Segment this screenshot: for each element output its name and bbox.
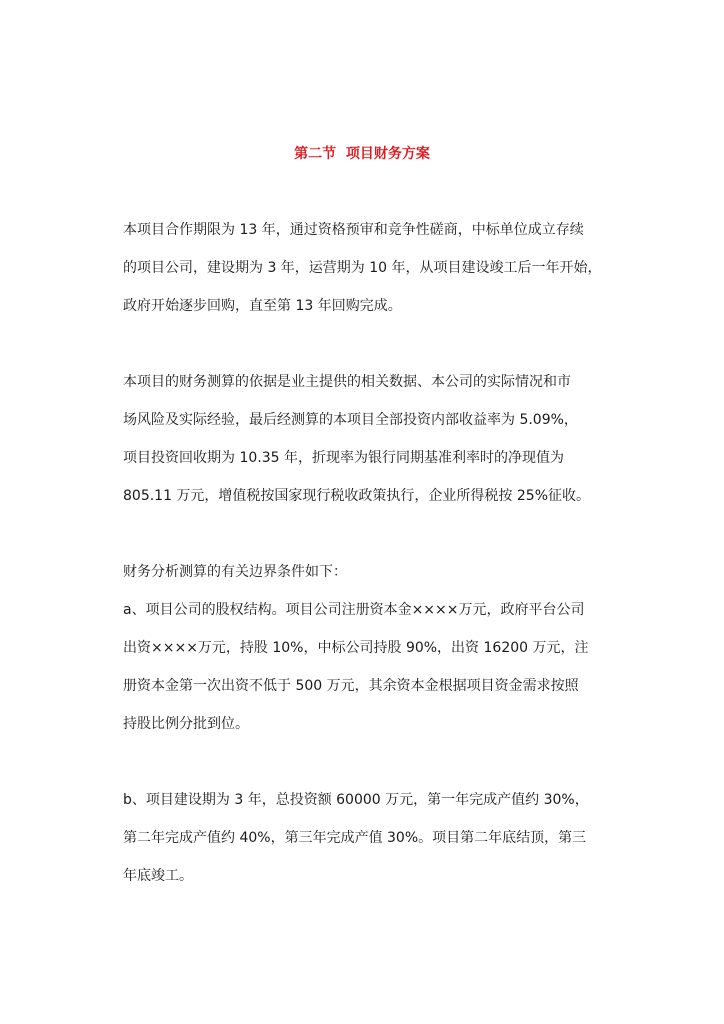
paragraph-3-line-4: 册资本金第一次出资不低于 500 万元，其余资本金根据项目资金需求按照 bbox=[123, 678, 579, 694]
paragraph-3-line-2: a、项目公司的股权结构。项目公司注册资本金××××万元，政府平台公司 bbox=[123, 602, 585, 618]
paragraph-4-line-2: 第二年完成产值约 40%，第三年完成产值 30%。项目第二年底结顶，第三 bbox=[123, 830, 587, 846]
section-title: 第二节 项目财务方案 bbox=[294, 146, 430, 162]
paragraph-1-line-3: 政府开始逐步回购，直至第 13 年回购完成。 bbox=[123, 298, 402, 314]
paragraph-2-line-4: 805.11 万元，增值税按国家现行税收政策执行，企业所得税按 25%征收。 bbox=[123, 488, 591, 504]
paragraph-2-line-2: 场风险及实际经验，最后经测算的本项目全部投资内部收益率为 5.09%， bbox=[123, 412, 578, 428]
paragraph-1-line-1: 本项目合作期限为 13 年，通过资格预审和竞争性磋商，中标单位成立存续 bbox=[123, 222, 584, 238]
paragraph-2-line-1: 本项目的财务测算的依据是业主提供的相关数据、本公司的实际情况和市 bbox=[123, 374, 571, 390]
paragraph-3-line-3: 出资××××万元，持股 10%，中标公司持股 90%，出资 16200 万元，注 bbox=[123, 640, 589, 656]
paragraph-1-line-2: 的项目公司，建设期为 3 年，运营期为 10 年，从项目建设竣工后一年开始， bbox=[123, 260, 602, 276]
paragraph-4-line-3: 年底竣工。 bbox=[123, 868, 193, 884]
paragraph-4-line-1: b、项目建设期为 3 年，总投资额 60000 万元，第一年完成产值约 30%， bbox=[123, 792, 589, 808]
paragraph-3-line-5: 持股比例分批到位。 bbox=[123, 716, 249, 732]
paragraph-3-line-1: 财务分析测算的有关边界条件如下： bbox=[123, 564, 347, 580]
paragraph-2-line-3: 项目投资回收期为 10.35 年，折现率为银行同期基准利率时的净现值为 bbox=[123, 450, 564, 466]
